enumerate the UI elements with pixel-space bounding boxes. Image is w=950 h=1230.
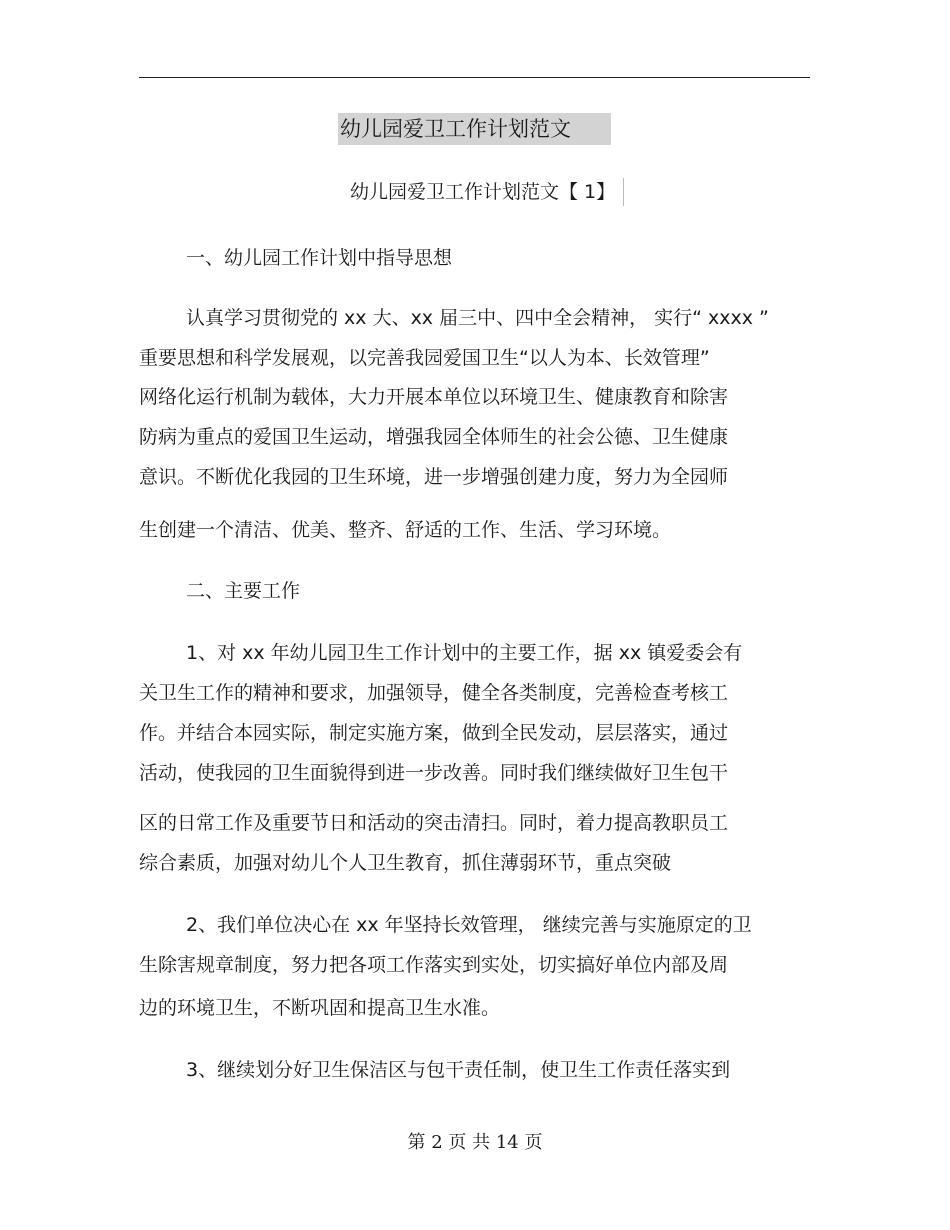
document-subtitle: 幼儿园爱卫工作计划范文【 1】	[350, 178, 624, 206]
paragraph-line: 1、对 xx 年幼儿园卫生工作计划中的主要工作，据 xx 镇爱委会有	[186, 642, 743, 664]
page-number-footer: 第 2 页 共 14 页	[407, 1132, 543, 1153]
paragraph-line: 生除害规章制度，努力把各项工作落实到实处，切实搞好单位内部及周	[139, 954, 729, 976]
paragraph-line: 2、我们单位决心在 xx 年坚持长效管理， 继续完善与实施原定的卫	[186, 914, 752, 936]
paragraph-line: 关卫生工作的精神和要求，加强领导，健全各类制度，完善检查考核工	[139, 682, 729, 704]
header-rule	[139, 77, 810, 78]
section1-heading: 一、幼儿园工作计划中指导思想	[186, 247, 453, 269]
paragraph-line: 重要思想和科学发展观，以完善我园爱国卫生“以人为本、长效管理”	[139, 347, 710, 369]
paragraph-line: 综合素质，加强对幼儿个人卫生教育，抓住薄弱环节，重点突破	[139, 852, 672, 874]
paragraph-line: 作。并结合本园实际，制定实施方案，做到全民发动，层层落实，通过	[139, 722, 729, 744]
paragraph-line: 边的环境卫生，不断巩固和提高卫生水准。	[139, 997, 501, 1019]
paragraph-line: 防病为重点的爱国卫生运动，增强我园全体师生的社会公德、卫生健康	[139, 426, 729, 448]
document-title: 幼儿园爱卫工作计划范文	[338, 113, 611, 145]
paragraph-line: 认真学习贯彻党的 xx 大、xx 届三中、四中全会精神， 实行“ xxxx ”	[186, 307, 769, 329]
paragraph-line: 网络化运行机制为载体，大力开展本单位以环境卫生、健康教育和除害	[139, 386, 729, 408]
paragraph-line: 区的日常工作及重要节日和活动的突击清扫。同时，着力提高教职员工	[139, 812, 729, 834]
paragraph-line: 意识。不断优化我园的卫生环境，进一步增强创建力度，努力为全园师	[139, 466, 729, 488]
paragraph-line: 生创建一个清洁、优美、整齐、舒适的工作、生活、学习环境。	[139, 519, 672, 541]
paragraph-line: 活动，使我园的卫生面貌得到进一步改善。同时我们继续做好卫生包干	[139, 762, 729, 784]
section2-heading: 二、主要工作	[186, 580, 301, 602]
paragraph-line: 3、继续划分好卫生保洁区与包干责任制，使卫生工作责任落实到	[186, 1059, 731, 1081]
